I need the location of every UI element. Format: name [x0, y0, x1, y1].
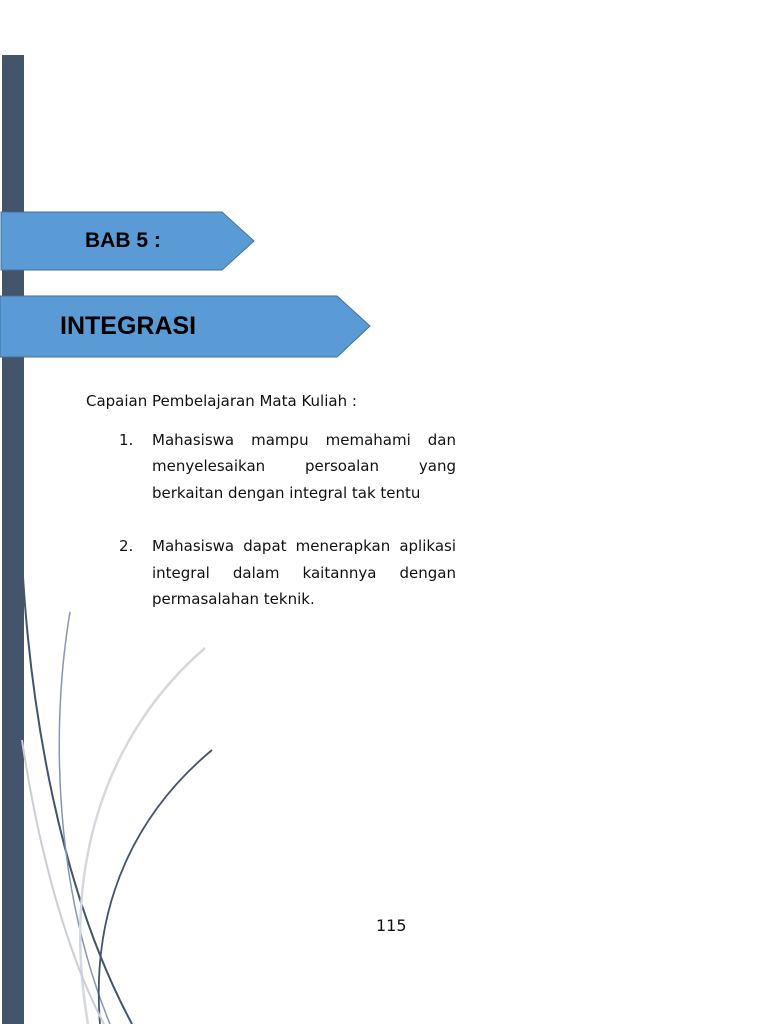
- chapter-title: INTEGRASI: [60, 312, 197, 340]
- list-item-text: Mahasiswa dapat menerapkan aplikasi integral dalam kaitannya dengan permasalahan teknik.: [152, 537, 456, 608]
- page-number: 115: [376, 916, 407, 935]
- list-item: [86, 533, 458, 613]
- list-item-text: Mahasiswa mampu memahami dan menyelesaikan persoalan yang berkaitan dengan integral tak tentu: [152, 430, 456, 502]
- list-item: [86, 427, 458, 507]
- list-item-number: 2.: [119, 537, 134, 555]
- learning-outcomes-list: [86, 427, 458, 613]
- list-item-number: 1.: [119, 430, 134, 449]
- chapter-label: BAB 5 :: [85, 229, 161, 252]
- chapter-title-banner: [0, 295, 372, 358]
- chapter-label-banner: [0, 211, 256, 271]
- learning-outcomes: [86, 388, 458, 640]
- learning-outcomes-heading: Capaian Pembelajaran Mata Kuliah :: [86, 392, 357, 410]
